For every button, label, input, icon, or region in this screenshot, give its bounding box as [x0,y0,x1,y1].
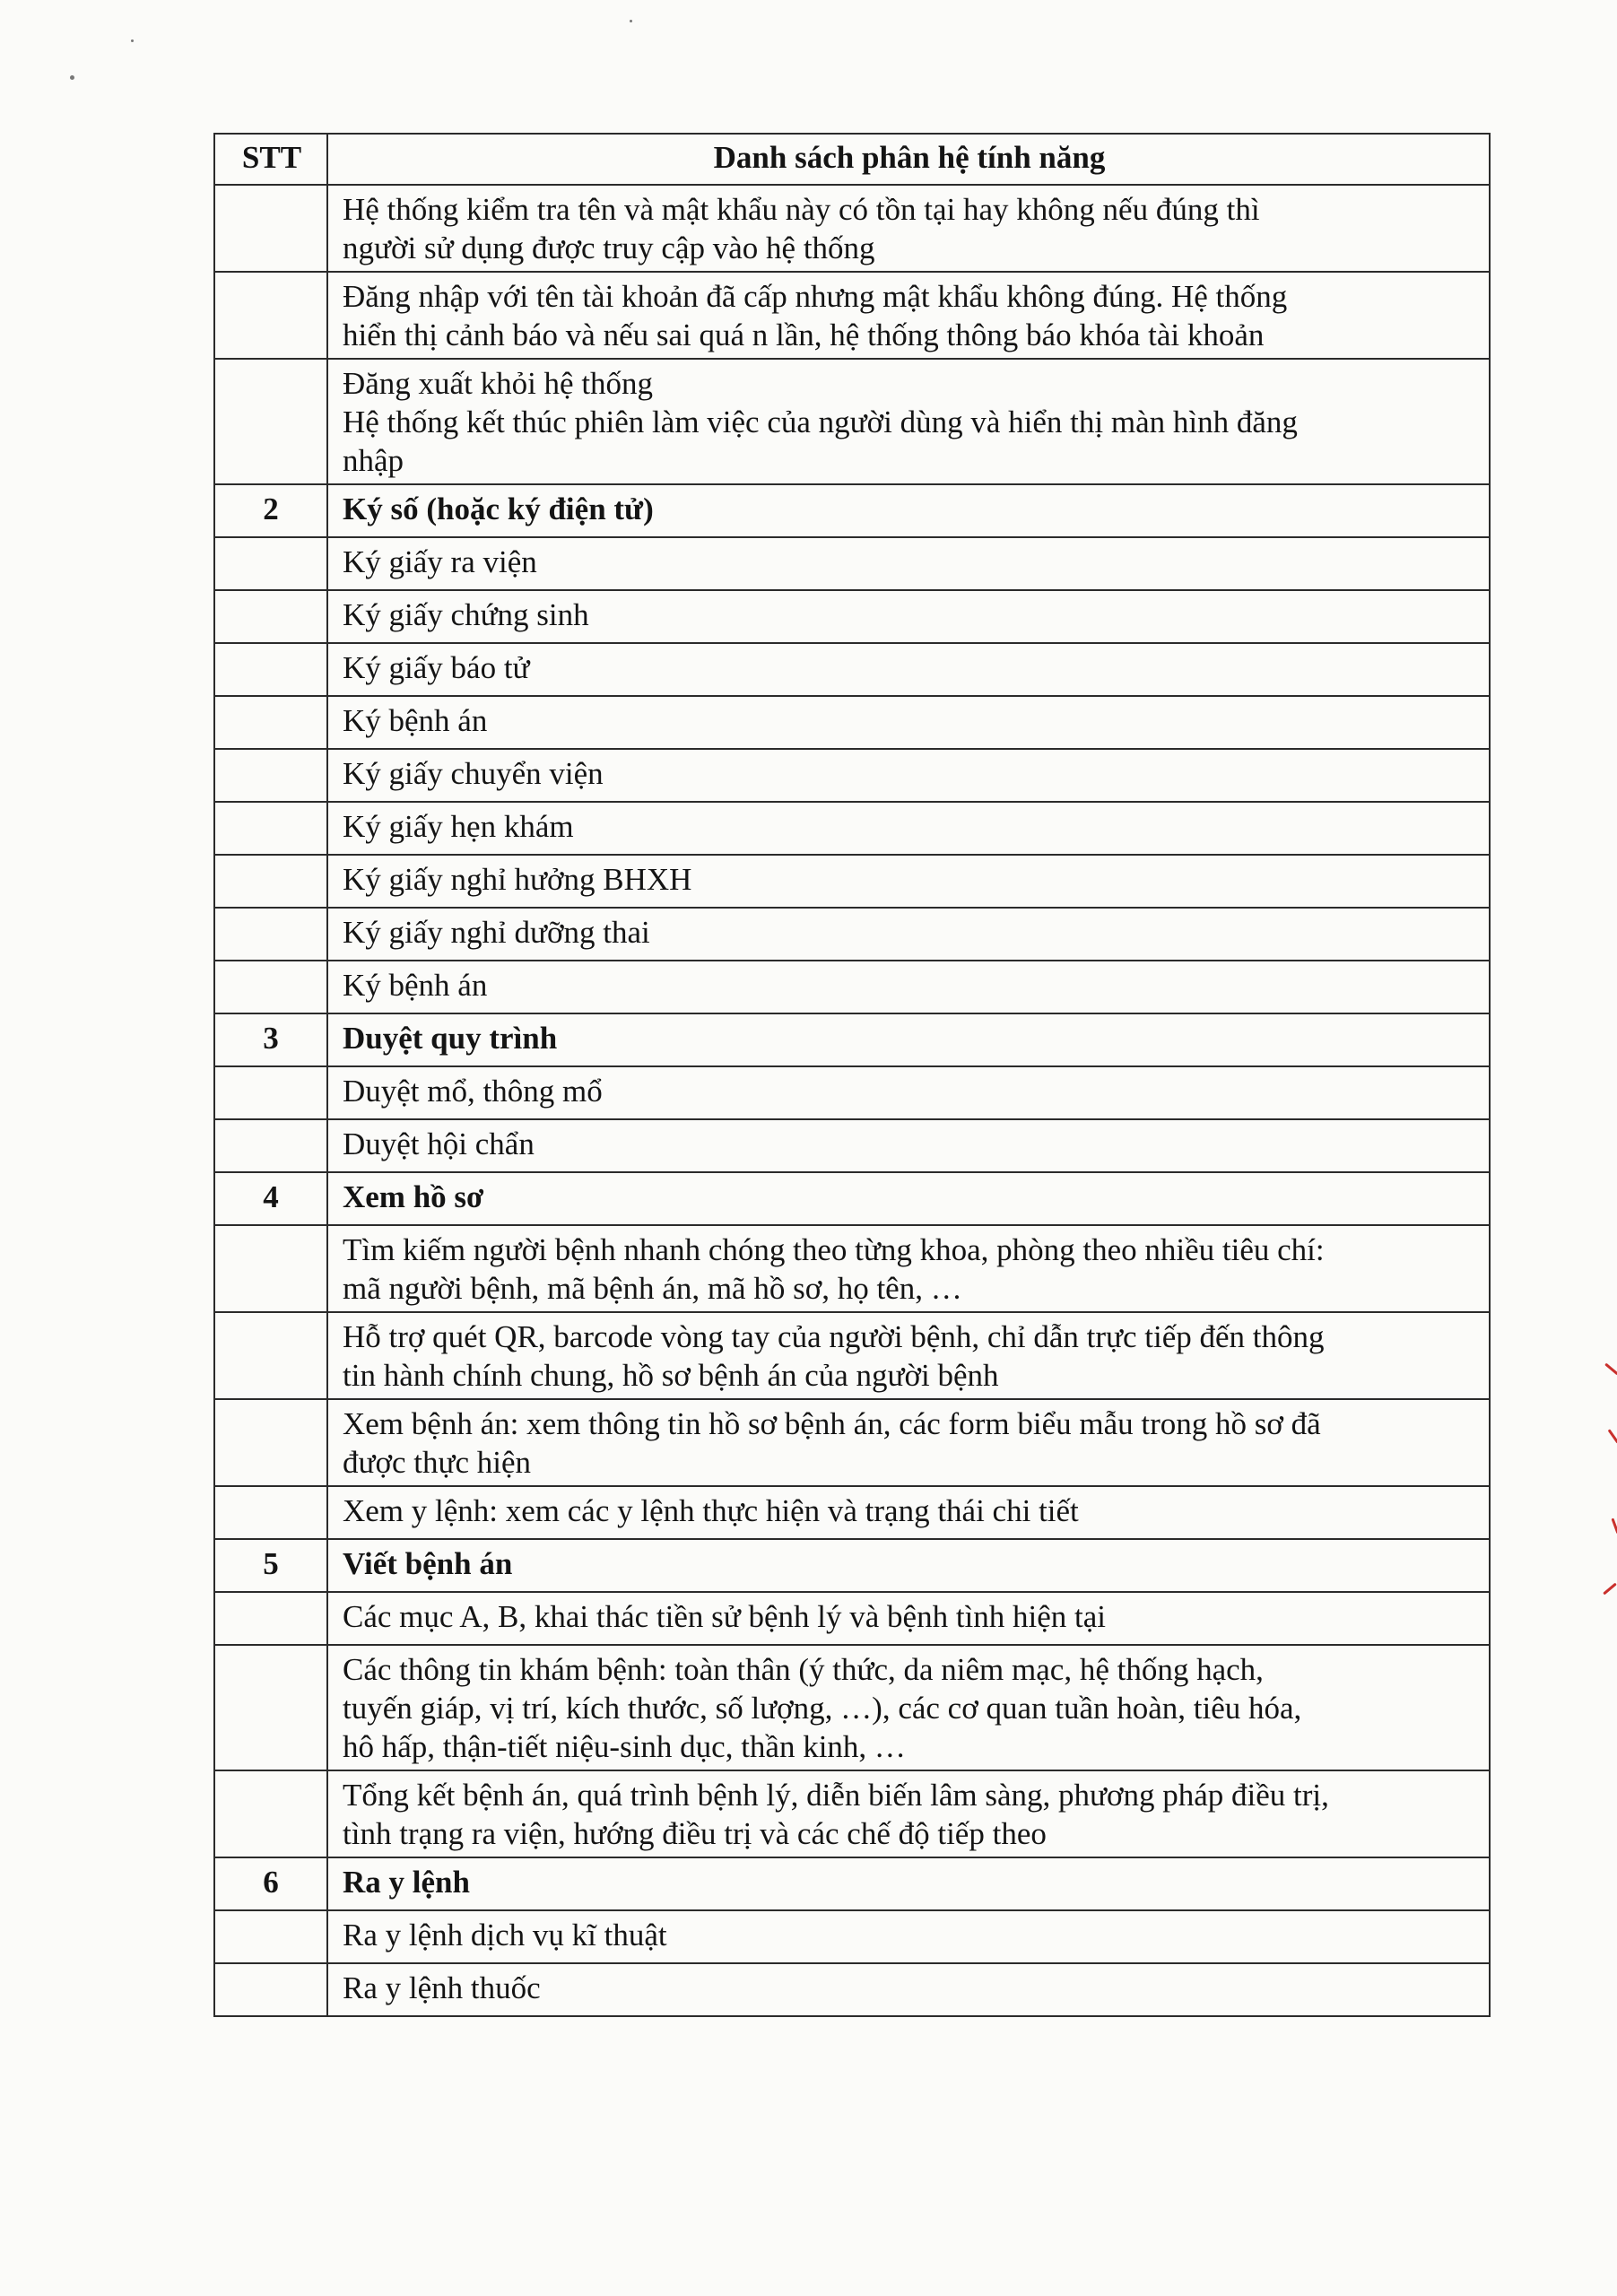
row-stt-cell [214,1645,327,1770]
feature-description-cell [327,1225,1490,1312]
feature-description-cell [327,272,1490,359]
row-stt-cell [214,272,327,359]
table-row [214,1486,1490,1539]
row-stt-cell [214,185,327,272]
row-stt-cell [214,855,327,908]
table-row [214,855,1490,908]
description-line: Ký số (hoặc ký điện tử) [343,491,654,526]
table-row [214,643,1490,696]
feature-description-cell [327,185,1490,272]
feature-description-cell [327,590,1490,643]
row-stt-cell [214,961,327,1013]
feature-description-cell [327,537,1490,590]
description-line: mã người bệnh, mã bệnh án, mã hồ sơ, họ tên, … [343,1271,962,1306]
description-line: Ra y lệnh dịch vụ kĩ thuật [343,1918,667,1952]
feature-description-cell [327,1592,1490,1645]
description-line: Đăng nhập với tên tài khoản đã cấp nhưng mật khẩu không đúng. Hệ thống [343,279,1288,314]
description-line: Ký giấy chứng sinh [343,597,589,632]
feature-description-cell [327,908,1490,961]
description-line: Ký giấy nghỉ dưỡng thai [343,915,650,950]
table-row [214,590,1490,643]
row-stt-cell [214,590,327,643]
row-stt-cell [214,359,327,484]
margin-mark [1608,1429,1617,1443]
section-title-cell [327,1013,1490,1066]
section-row [214,1857,1490,1910]
row-stt-cell [214,1910,327,1963]
row-stt-cell [214,749,327,802]
section-title-cell [327,1539,1490,1592]
feature-description-cell [327,855,1490,908]
description-line: Ra y lệnh thuốc [343,1970,541,2005]
description-line: Hệ thống kiểm tra tên và mật khẩu này có tồn tại hay không nếu đúng thì [343,192,1260,227]
feature-description-cell [327,1312,1490,1399]
description-line: Duyệt quy trình [343,1021,558,1056]
table-header-row [214,134,1490,185]
table-row [214,1770,1490,1857]
margin-mark [1604,1363,1617,1376]
row-stt-cell [214,696,327,749]
section-title-cell [327,484,1490,537]
scan-speck [131,39,134,42]
description-line: Tìm kiếm người bệnh nhanh chóng theo từng khoa, phòng theo nhiều tiêu chí: [343,1232,1325,1267]
description-line: tuyến giáp, vị trí, kích thước, số lượng, …), các cơ quan tuần hoàn, tiêu hóa, [343,1691,1302,1726]
table-row [214,908,1490,961]
scan-speck [630,20,632,22]
margin-mark [1612,1518,1617,1535]
description-line: Ký giấy báo tử [343,650,530,685]
feature-description-cell [327,1963,1490,2016]
row-stt-cell: 4 [214,1172,327,1225]
table-row [214,1910,1490,1963]
section-row [214,484,1490,537]
section-title-cell [327,1172,1490,1225]
table-row [214,1963,1490,2016]
description-line: Viết bệnh án [343,1546,513,1581]
description-line: hiển thị cảnh báo và nếu sai quá n lần, hệ thống thông báo khóa tài khoản [343,317,1265,352]
header-features: Danh sách phân hệ tính năng [327,134,1490,185]
description-line: Các mục A, B, khai thác tiền sử bệnh lý và bệnh tình hiện tại [343,1599,1107,1634]
description-line: Hỗ trợ quét QR, barcode vòng tay của người bệnh, chỉ dẫn trực tiếp đến thông [343,1319,1325,1354]
row-stt-cell [214,1399,327,1486]
row-stt-cell [214,1963,327,2016]
row-stt-cell [214,1770,327,1857]
description-line: người sử dụng được truy cập vào hệ thống [343,230,875,265]
feature-description-cell [327,961,1490,1013]
description-line: Hệ thống kết thúc phiên làm việc của người dùng và hiển thị màn hình đăng [343,404,1298,439]
row-stt-cell: 5 [214,1539,327,1592]
table-row [214,696,1490,749]
description-line: Ký giấy ra viện [343,544,537,579]
description-line: Ký bệnh án [343,968,488,1003]
table-row [214,537,1490,590]
margin-mark [1603,1583,1617,1596]
description-line: Ký giấy chuyển viện [343,756,604,791]
table-row [214,749,1490,802]
row-stt-cell [214,1225,327,1312]
feature-table-wrapper [213,133,1489,2017]
row-stt-cell [214,643,327,696]
table-row [214,961,1490,1013]
feature-description-cell [327,1399,1490,1486]
feature-description-cell [327,802,1490,855]
section-row [214,1013,1490,1066]
table-row [214,272,1490,359]
feature-description-cell [327,749,1490,802]
table-row [214,359,1490,484]
feature-description-cell [327,696,1490,749]
section-title-cell [327,1857,1490,1910]
description-line: Xem hồ sơ [343,1179,484,1214]
feature-description-cell [327,1770,1490,1857]
description-line: Xem bệnh án: xem thông tin hồ sơ bệnh án, các form biểu mẫu trong hồ sơ đã [343,1406,1321,1441]
row-stt-cell [214,1592,327,1645]
table-row [214,1119,1490,1172]
table-body [214,185,1490,2016]
table-row [214,185,1490,272]
table-row [214,1312,1490,1399]
feature-description-cell [327,643,1490,696]
row-stt-cell [214,537,327,590]
row-stt-cell [214,1312,327,1399]
section-row [214,1539,1490,1592]
row-stt-cell [214,1119,327,1172]
feature-description-cell [327,1486,1490,1539]
scan-speck [70,75,74,80]
description-line: Đăng xuất khỏi hệ thống [343,366,654,401]
row-stt-cell [214,802,327,855]
description-line: Xem y lệnh: xem các y lệnh thực hiện và trạng thái chi tiết [343,1493,1079,1528]
section-row [214,1172,1490,1225]
description-line: nhập [343,443,404,478]
table-row [214,1592,1490,1645]
feature-description-cell [327,1910,1490,1963]
description-line: hô hấp, thận-tiết niệu-sinh dục, thần kinh, … [343,1729,906,1764]
description-line: Duyệt hội chẩn [343,1126,535,1161]
feature-description-cell [327,359,1490,484]
header-stt: STT [214,134,327,185]
row-stt-cell [214,908,327,961]
feature-table [213,133,1491,2017]
description-line: Ký bệnh án [343,703,488,738]
row-stt-cell [214,1486,327,1539]
table-row [214,1399,1490,1486]
description-line: Ký giấy nghỉ hưởng BHXH [343,862,692,897]
row-stt-cell: 6 [214,1857,327,1910]
row-stt-cell: 3 [214,1013,327,1066]
table-row [214,802,1490,855]
description-line: được thực hiện [343,1445,531,1480]
description-line: tình trạng ra viện, hướng điều trị và các chế độ tiếp theo [343,1816,1047,1851]
row-stt-cell [214,1066,327,1119]
description-line: Ký giấy hẹn khám [343,809,574,844]
table-row [214,1066,1490,1119]
description-line: Duyệt mổ, thông mổ [343,1074,603,1109]
table-row [214,1225,1490,1312]
table-row [214,1645,1490,1770]
row-stt-cell: 2 [214,484,327,537]
feature-description-cell [327,1066,1490,1119]
description-line: tin hành chính chung, hồ sơ bệnh án của người bệnh [343,1358,999,1393]
feature-description-cell [327,1645,1490,1770]
description-line: Ra y lệnh [343,1865,470,1900]
description-line: Tổng kết bệnh án, quá trình bệnh lý, diễn biến lâm sàng, phương pháp điều trị, [343,1778,1329,1813]
feature-description-cell [327,1119,1490,1172]
description-line: Các thông tin khám bệnh: toàn thân (ý thức, da niêm mạc, hệ thống hạch, [343,1652,1264,1687]
